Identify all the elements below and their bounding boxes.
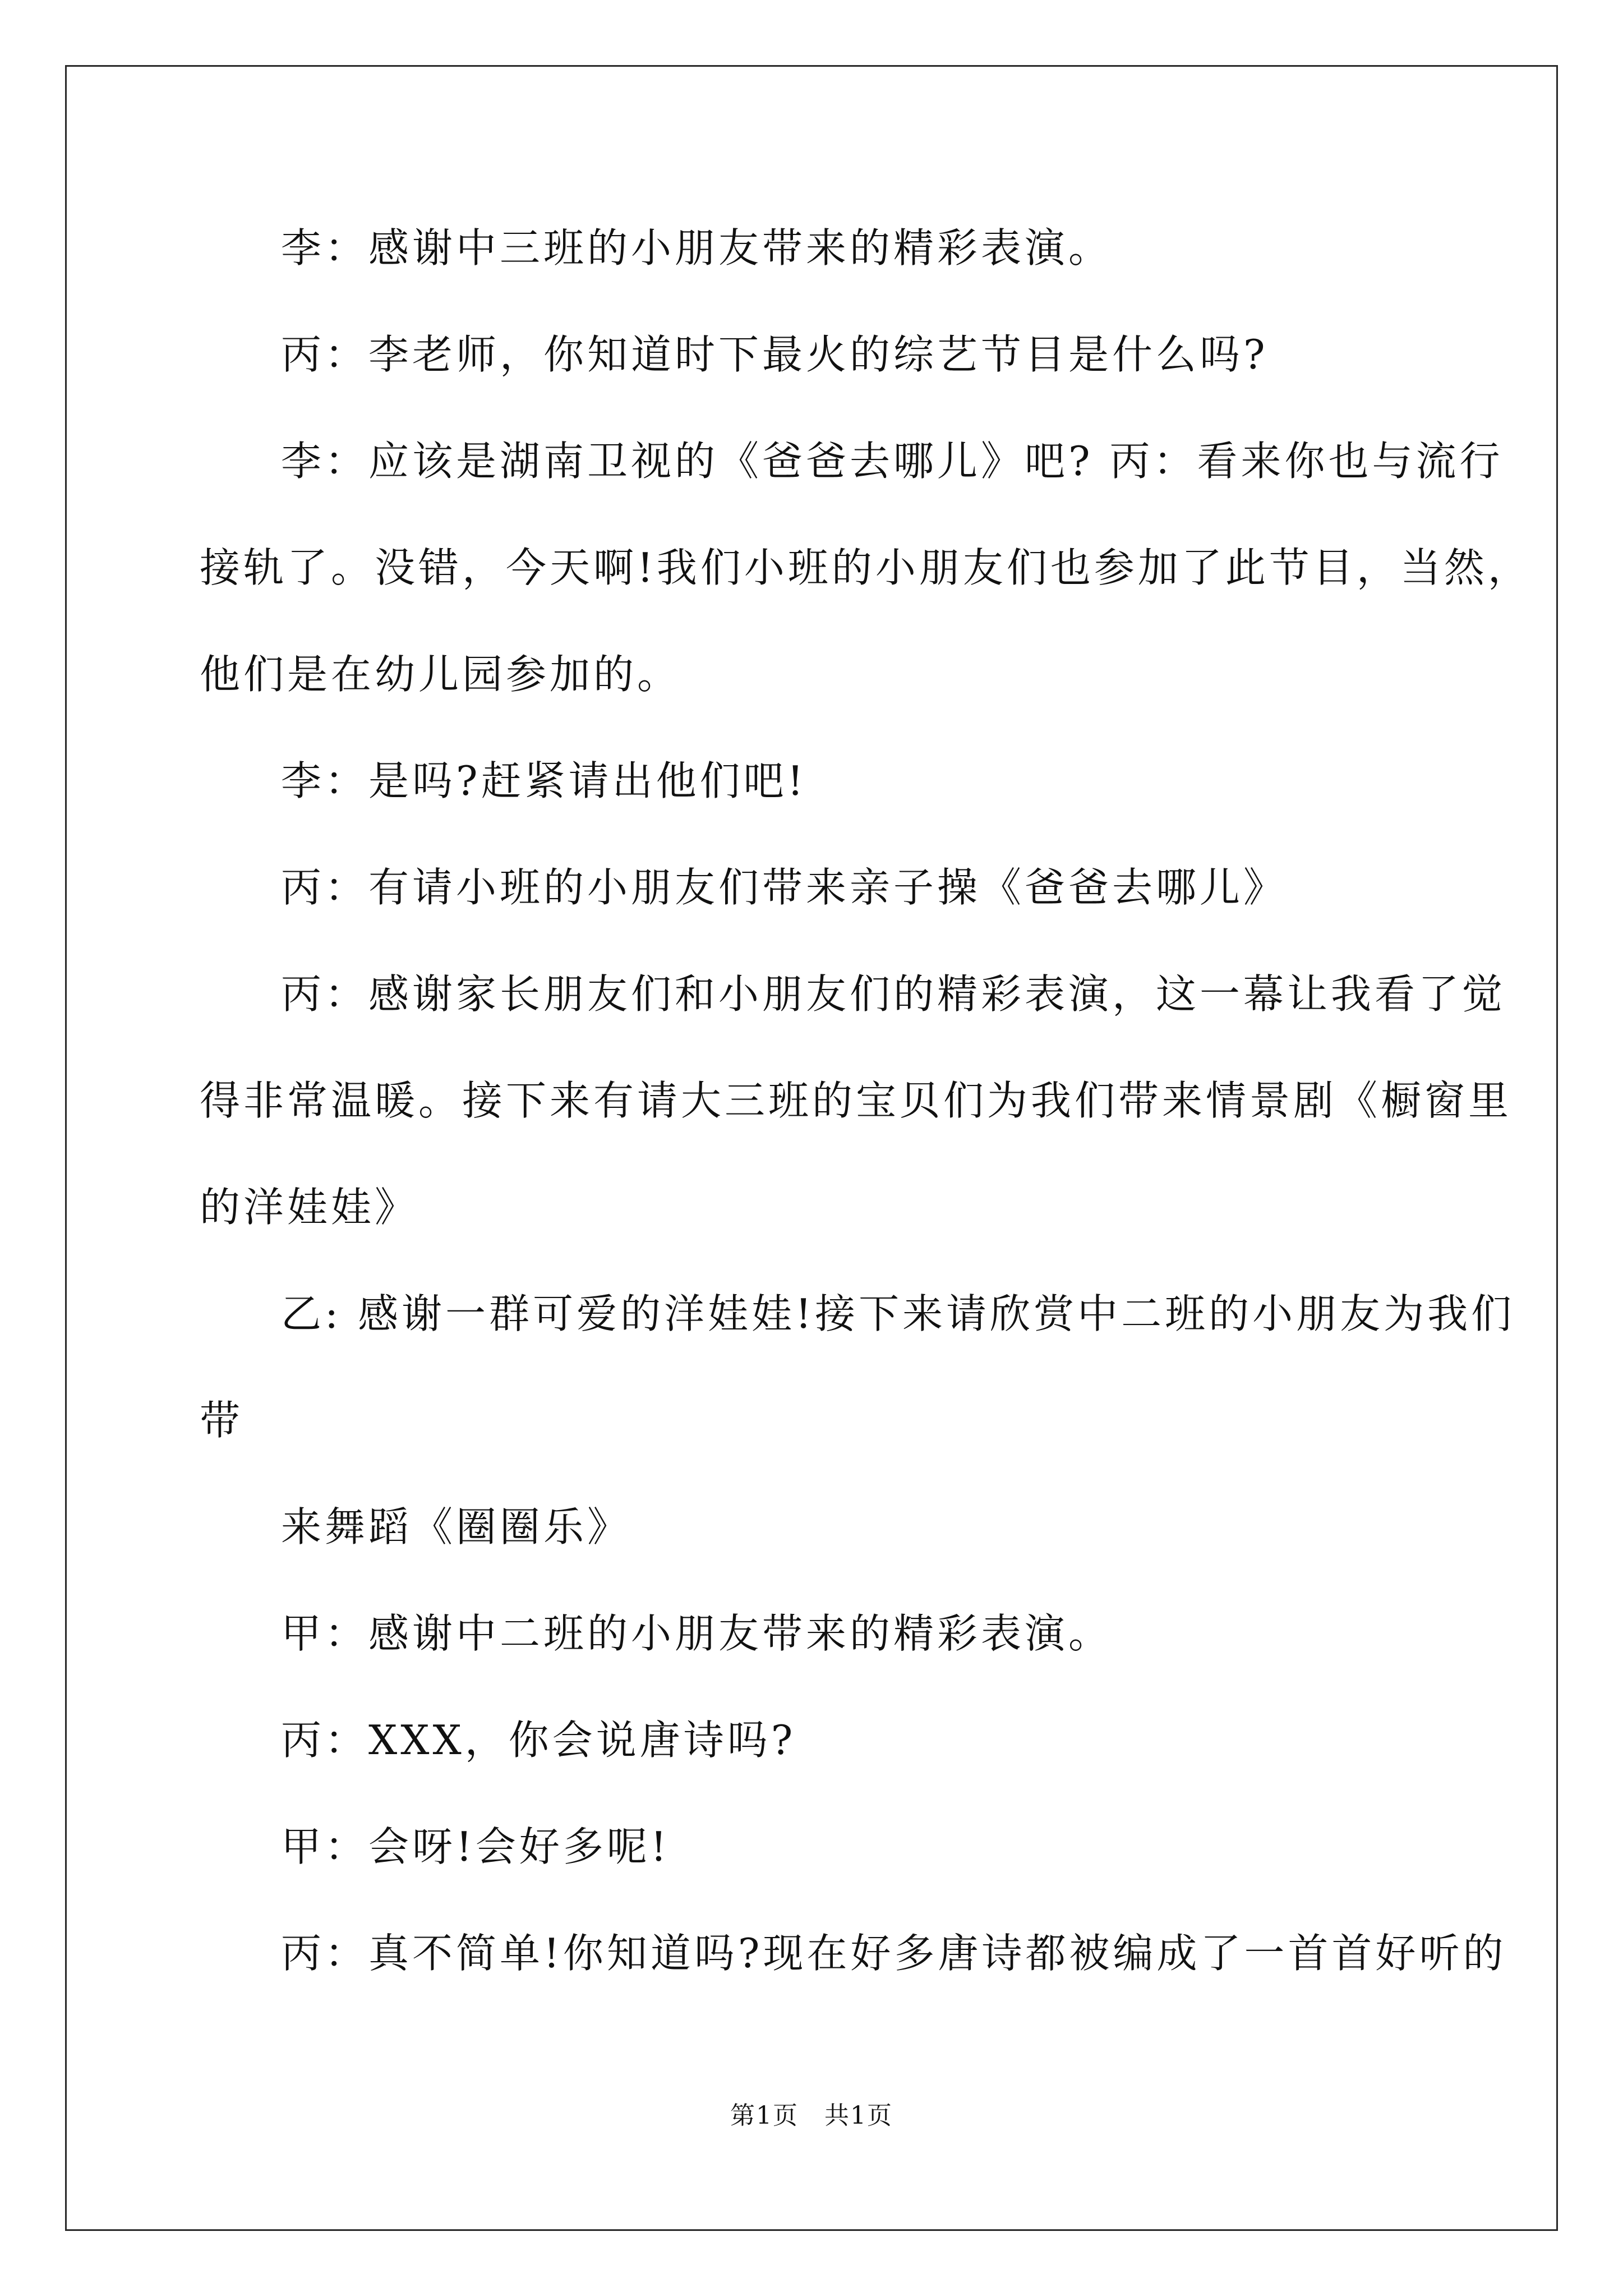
text-line: 丙：有请小班的小朋友们带来亲子操《爸爸去哪儿》 (281, 864, 1288, 911)
text-line: 带 (200, 1397, 244, 1444)
text-line: 丙：李老师，你知道时下最火的综艺节目是什么吗? (281, 331, 1269, 378)
text-line: 他们是在幼儿园参加的。 (200, 651, 681, 698)
text-line: 的洋娃娃》 (200, 1184, 419, 1231)
text-line: 李：应该是湖南卫视的《爸爸去哪儿》吧? 丙：看来你也与流行 (281, 438, 1504, 485)
text-line: 李：是吗?赶紧请出他们吧! (281, 757, 807, 804)
page-footer: 第1页 共1页 (730, 2101, 893, 2130)
text-line: 甲：感谢中二班的小朋友带来的精彩表演。 (281, 1610, 1113, 1657)
text-line: 接轨了。没错，今天啊!我们小班的小朋友们也参加了此节目，当然， (200, 544, 1532, 591)
text-line: 甲：会呀!会好多呢! (281, 1823, 670, 1870)
text-line: 乙: 感谢一群可爱的洋娃娃!接下来请欣赏中二班的小朋友为我们 (281, 1290, 1515, 1337)
text-line: 丙：XXX，你会说唐诗吗? (281, 1717, 796, 1764)
text-line: 得非常温暖。接下来有请大三班的宝贝们为我们带来情景剧《橱窗里 (200, 1077, 1513, 1124)
text-line: 来舞蹈《圈圈乐》 (281, 1503, 631, 1550)
text-line: 李：感谢中三班的小朋友带来的精彩表演。 (281, 224, 1113, 272)
document-body (200, 219, 1532, 2031)
text-line: 丙：真不简单!你知道吗?现在好多唐诗都被编成了一首首好听的 (281, 1930, 1507, 1977)
text-line: 丙：感谢家长朋友们和小朋友们的精彩表演，这一幕让我看了觉 (281, 970, 1506, 1018)
